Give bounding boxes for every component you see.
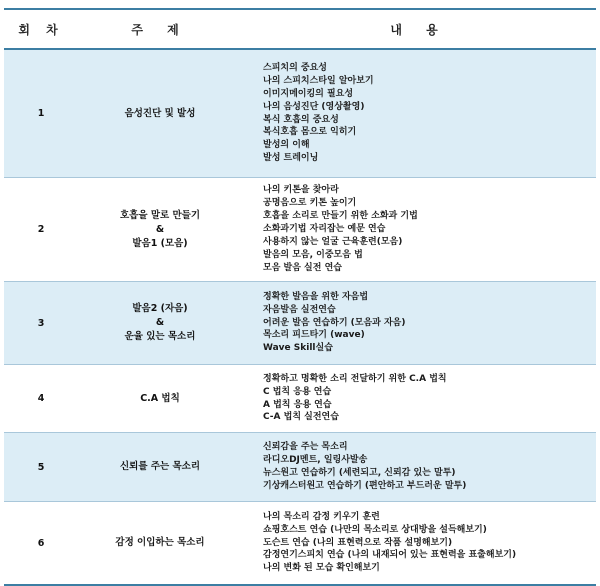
list-item: 호흡을 소리로 만들기 위한 소화과 기법 [263, 211, 418, 222]
list-item: Wave Skill실습 [263, 343, 333, 354]
row-topic [78, 178, 242, 282]
list-item: 나의 스피치스타일 알아보기 [263, 75, 374, 86]
list-item: 나의 음성진단 (영상촬영) [263, 101, 365, 112]
table-row [4, 502, 596, 586]
row-topic [78, 433, 242, 502]
list-item: 발음의 모음, 이중모음 법 [263, 249, 363, 260]
row-items [242, 433, 596, 502]
list-item: 신뢰감을 주는 목소리 [263, 442, 348, 453]
table-row [4, 282, 596, 365]
table-row [4, 433, 596, 502]
topic-line: & [155, 317, 165, 328]
topic-line: 발음2 (자음) [132, 303, 188, 314]
list-item: 라디오DJ멘트, 일링사발송 [263, 455, 368, 466]
header-round: 회 차 [4, 9, 78, 49]
list-item: 이미지메이킹의 필요성 [263, 88, 354, 99]
list-item: 모음 발음 실전 연습 [263, 262, 342, 273]
list-item: A 법칙 응용 연습 [263, 399, 332, 410]
list-item: 사용하지 않는 얼굴 근육훈련(모음) [263, 236, 403, 247]
topic-line: 신뢰를 주는 목소리 [119, 461, 201, 472]
table-row [4, 49, 596, 178]
row-items [242, 178, 596, 282]
row-items [242, 282, 596, 365]
row-topic [78, 282, 242, 365]
topic-line: 감정 이입하는 목소리 [115, 537, 205, 548]
table-header-row [4, 9, 596, 49]
table-row [4, 178, 596, 282]
row-number: 5 [4, 433, 78, 502]
list-item: 정확하고 명확한 소리 전달하기 위한 C.A 법칙 [263, 373, 447, 384]
row-number: 1 [4, 49, 78, 178]
list-item: 쇼핑호스트 연습 (나만의 목소리로 상대방을 설득해보기) [263, 524, 487, 535]
list-item: 정확한 발음을 위한 자음법 [263, 291, 369, 302]
list-item: 나의 키톤을 찾아라 [263, 185, 339, 196]
row-number: 4 [4, 365, 78, 433]
list-item: C-A 법칙 실전연습 [263, 412, 339, 423]
topic-line: 발음1 (모음) [132, 237, 188, 249]
topic-line: C.A 법칙 [140, 392, 180, 404]
curriculum-table [4, 8, 596, 586]
topic-line: 운율 있는 목소리 [124, 331, 196, 342]
table-row [4, 365, 596, 433]
row-items [242, 365, 596, 433]
list-item: C 법칙 응용 연습 [263, 386, 332, 397]
topic-line: & [155, 223, 165, 235]
list-item: 복식 호흡의 중요성 [263, 114, 339, 125]
topic-line: 음성진단 및 발성 [124, 107, 196, 119]
list-item: 뉴스원고 연습하기 (세련되고, 신뢰감 있는 말투) [263, 468, 456, 478]
list-item: 소화과기법 자리잡는 예문 연습 [263, 224, 386, 235]
list-item: 나의 변화 된 모습 확인해보기 [263, 563, 380, 574]
row-number: 2 [4, 178, 78, 282]
header-topic: 주 제 [78, 9, 242, 49]
row-topic [78, 365, 242, 433]
row-number: 3 [4, 282, 78, 365]
row-items [242, 49, 596, 178]
list-item: 스피치의 중요성 [263, 62, 327, 73]
list-item: 목소리 피드타기 (wave) [263, 330, 365, 341]
topic-line: 호흡을 말로 만들기 [119, 209, 201, 221]
list-item: 나의 목소리 감정 키우기 훈련 [263, 511, 380, 522]
list-item: 자음발음 실전연습 [263, 304, 336, 315]
list-item: 발성 트레이닝 [263, 153, 319, 164]
row-number: 6 [4, 502, 78, 586]
header-content: 내 용 [242, 9, 596, 49]
list-item: 어려운 발음 연습하기 (모음과 자음) [263, 317, 406, 328]
list-item: 복식호흡 몸으로 익히기 [263, 127, 357, 138]
list-item: 도슨트 연습 (나의 표현력으로 작품 설명해보기) [263, 537, 453, 548]
row-topic [78, 49, 242, 178]
row-topic [78, 502, 242, 586]
list-item: 공명음으로 키톤 높이기 [263, 198, 357, 209]
list-item: 감정연기스피치 연습 (나의 내재되어 있는 표현력을 표출해보기) [263, 550, 517, 561]
row-items [242, 502, 596, 586]
list-item: 발성의 이해 [263, 140, 310, 151]
list-item: 기상캐스터원고 연습하기 (편안하고 부드러운 말투) [263, 480, 467, 491]
